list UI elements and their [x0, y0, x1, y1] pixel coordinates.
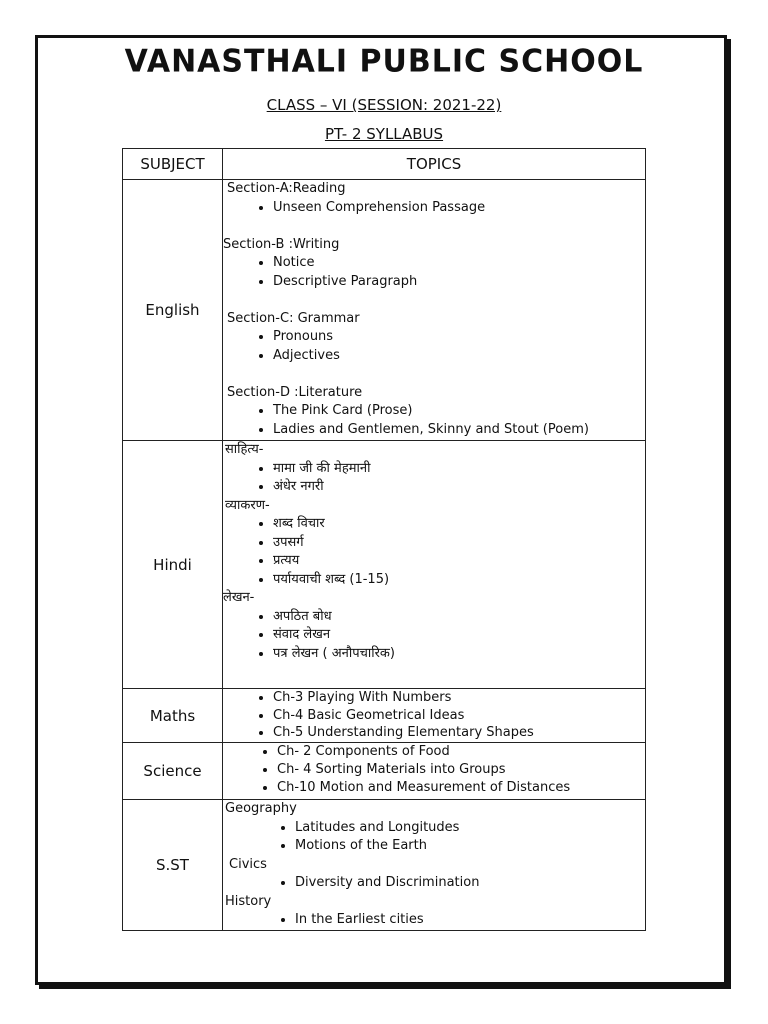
table-row-maths — [123, 689, 646, 743]
section-heading: Geography — [225, 801, 297, 816]
list-item: • Ladies and Gentlemen, Skinny and Stout (Poem) — [273, 421, 645, 440]
subject-column-header: SUBJECT — [123, 149, 223, 180]
table-row-hindi — [123, 441, 646, 689]
topic-list — [223, 743, 645, 797]
table-header-row — [123, 149, 646, 180]
school-name: VANASTHALI PUBLIC SCHOOL — [124, 43, 644, 80]
topics-cell-english — [223, 180, 646, 441]
topics-cell-hindi — [223, 441, 646, 689]
list-item: • Ch-5 Understanding Elementary Shapes — [273, 724, 645, 742]
list-item: • Notice — [273, 254, 645, 273]
topic-list — [223, 254, 645, 291]
list-item: • Latitudes and Longitudes — [295, 819, 645, 838]
list-item: • प्रत्यय — [273, 552, 645, 571]
list-item: • Ch- 2 Components of Food — [277, 743, 645, 761]
section-heading: Section-C: Grammar — [227, 310, 360, 326]
list-item: • Ch-10 Motion and Measurement of Distances — [277, 779, 645, 797]
subject-cell-maths: Maths — [123, 689, 223, 743]
topic-list — [223, 328, 645, 365]
list-item: • The Pink Card (Prose) — [273, 402, 645, 421]
list-item: • उपसर्ग — [273, 534, 645, 553]
section-heading: Civics — [229, 856, 267, 872]
topics-cell-maths — [223, 689, 646, 743]
list-item: • Ch-3 Playing With Numbers — [273, 689, 645, 707]
list-item: • पत्र लेखन ( अनौपचारिक) — [273, 645, 645, 664]
subject-cell-sst: S.ST — [123, 800, 223, 931]
list-item: • अंधेर नगरी — [273, 478, 645, 497]
section-heading: Section-B :Writing — [223, 236, 340, 252]
subject-cell-hindi: Hindi — [123, 441, 223, 689]
list-item: • संवाद लेखन — [273, 626, 645, 645]
syllabus-table — [122, 148, 646, 931]
topic-list — [223, 911, 645, 930]
list-item: • Ch- 4 Sorting Materials into Groups — [277, 761, 645, 779]
topic-list — [223, 819, 645, 856]
list-item: • In the Earliest cities — [295, 911, 645, 930]
topics-cell-sst — [223, 800, 646, 931]
topic-list — [223, 460, 645, 497]
list-item: • शब्द विचार — [273, 515, 645, 534]
topic-list — [223, 402, 645, 439]
list-item: • Unseen Comprehension Passage — [273, 199, 645, 218]
section-heading: लेखन- — [223, 590, 255, 605]
table-row-science — [123, 743, 646, 800]
topic-list — [223, 199, 645, 218]
subject-cell-english: English — [123, 180, 223, 441]
class-session-heading: CLASS – VI (SESSION: 2021-22) — [266, 96, 502, 114]
syllabus-heading: PT- 2 SYLLABUS — [324, 125, 444, 143]
section-heading: व्याकरण- — [225, 497, 270, 513]
section-heading: History — [225, 893, 272, 909]
list-item: • Diversity and Discrimination — [295, 874, 645, 893]
list-item: • Motions of the Earth — [295, 837, 645, 856]
topics-cell-science — [223, 743, 646, 800]
list-item: • Ch-4 Basic Geometrical Ideas — [273, 707, 645, 725]
list-item: • Adjectives — [273, 347, 645, 366]
topic-list — [223, 608, 645, 664]
table-row-english — [123, 180, 646, 441]
list-item: • मामा जी की मेहमानी — [273, 460, 645, 479]
list-item: • Descriptive Paragraph — [273, 273, 645, 292]
section-heading: साहित्य- — [225, 442, 264, 457]
topic-list — [223, 515, 645, 589]
list-item: • पर्यायवाची शब्द (1-15) — [273, 571, 645, 590]
section-heading: Section-D :Literature — [227, 384, 363, 400]
list-item: • अपठित बोध — [273, 608, 645, 627]
topic-list — [223, 874, 645, 893]
topic-list — [223, 689, 645, 742]
table-row-sst — [123, 800, 646, 931]
section-heading: Section-A:Reading — [227, 181, 346, 196]
subject-cell-science: Science — [123, 743, 223, 800]
topics-column-header: TOPICS — [223, 149, 646, 180]
list-item: • Pronouns — [273, 328, 645, 347]
